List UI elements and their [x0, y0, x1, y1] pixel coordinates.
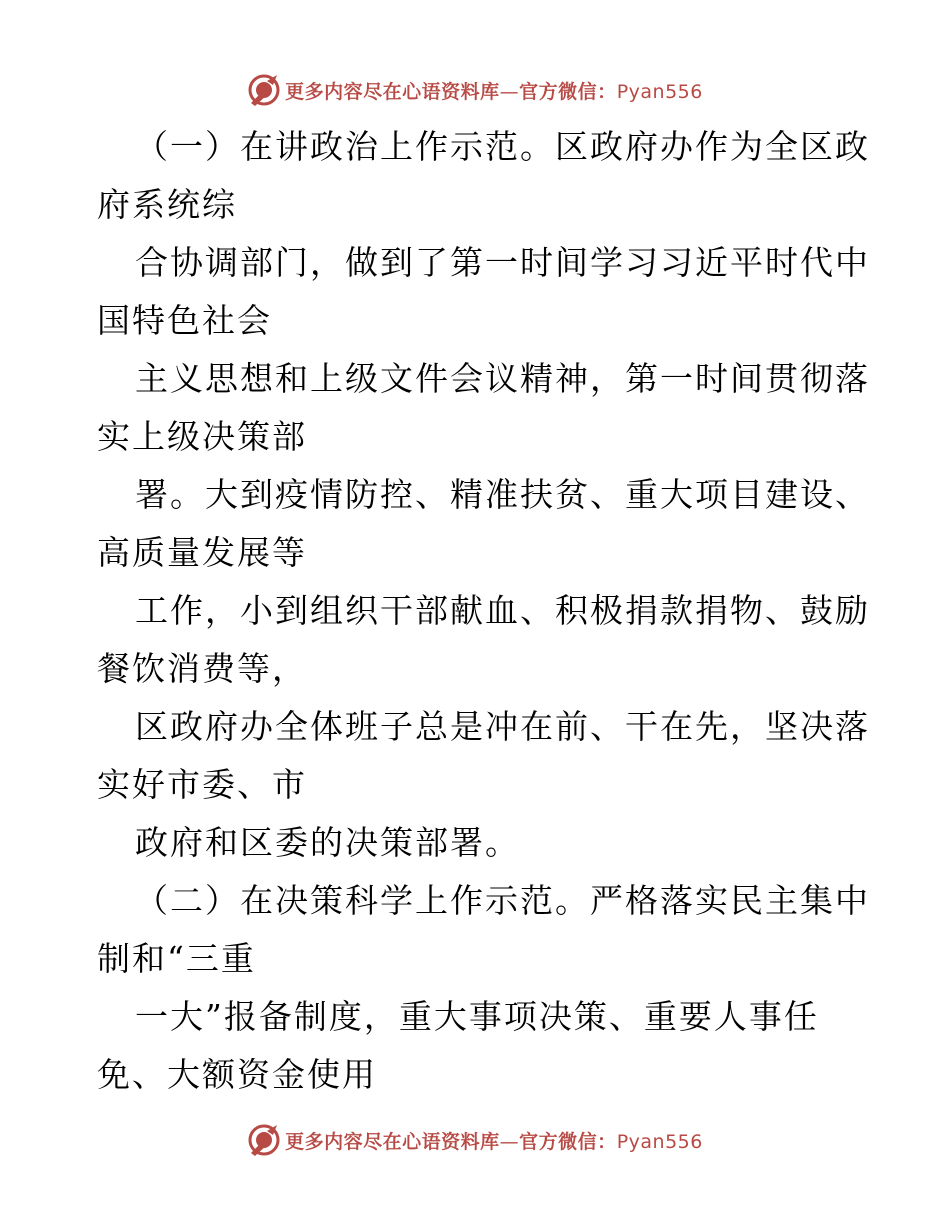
seal-pen-logo-icon	[247, 73, 281, 107]
footer-banner	[0, 1120, 950, 1160]
header-wechat-id: Pyan556	[616, 80, 703, 103]
body-line: 高质量发展等	[97, 533, 307, 572]
header-separator: —	[499, 80, 520, 103]
body-line: 国特色社会	[97, 301, 272, 340]
body-line: 合协调部门，做到了第一时间学习习近平时代中	[135, 243, 870, 282]
body-line: 府系统综	[97, 185, 237, 224]
body-line: 主义思想和上级文件会议精神，第一时间贯彻落	[135, 359, 870, 398]
footer-separator: —	[499, 1130, 520, 1153]
body-line: 实上级决策部	[97, 417, 307, 456]
header-wechat-label: 官方微信：	[519, 80, 617, 103]
document-body	[97, 118, 870, 1104]
header-banner	[0, 70, 950, 110]
footer-wechat-id: Pyan556	[616, 1130, 703, 1153]
header-banner-text	[285, 77, 703, 104]
header-brand-text: 更多内容尽在心语资料库	[285, 80, 500, 103]
body-line: 工作，小到组织干部献血、积极捐款捐物、鼓励	[135, 591, 870, 630]
body-line: 区政府办全体班子总是冲在前、干在先，坚决落	[135, 707, 870, 746]
body-line: 免、大额资金使用	[97, 1055, 377, 1094]
footer-brand-text: 更多内容尽在心语资料库	[285, 1130, 500, 1153]
seal-pen-logo-icon	[247, 1123, 281, 1157]
footer-wechat-label: 官方微信：	[519, 1130, 617, 1153]
body-line: 实好市委、市	[97, 765, 307, 804]
body-line: 一大”报备制度，重大事项决策、重要人事任	[135, 997, 819, 1036]
body-line: 餐饮消费等，	[97, 649, 307, 688]
body-line: 署。大到疫情防控、精准扶贫、重大项目建设、	[135, 475, 870, 514]
body-line: （一）在讲政治上作示范。区政府办作为全区政	[135, 127, 870, 166]
body-line: （二）在决策科学上作示范。严格落实民主集中	[135, 881, 870, 920]
body-line: 政府和区委的决策部署。	[135, 823, 520, 862]
footer-banner-text	[285, 1127, 703, 1154]
body-line: 制和“三重	[97, 939, 256, 978]
